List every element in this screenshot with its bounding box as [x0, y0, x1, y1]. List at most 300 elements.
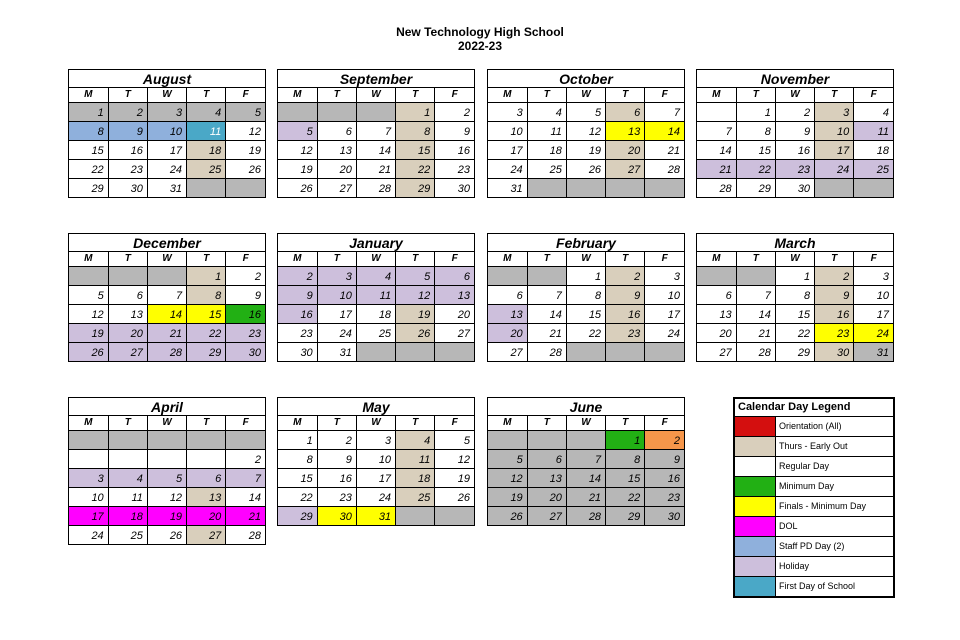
day-cell: 16 [645, 468, 684, 487]
month-october [487, 69, 685, 198]
month-title: August [69, 70, 265, 88]
day-cell: 2 [606, 266, 645, 285]
day-cell: 22 [69, 159, 108, 178]
day-cell: 27 [606, 159, 645, 178]
calendar-legend [733, 397, 895, 598]
weekday-header: W [566, 416, 605, 430]
day-cell: 1 [187, 266, 226, 285]
day-cell: 16 [606, 304, 645, 323]
day-cell: 18 [854, 140, 893, 159]
day-cell: 26 [226, 159, 265, 178]
day-cell: 23 [278, 323, 317, 342]
day-cell: 1 [566, 266, 605, 285]
day-cell: 28 [356, 178, 395, 197]
day-cell: 18 [187, 140, 226, 159]
day-cell [356, 342, 395, 361]
weekday-header: W [356, 88, 395, 102]
weekday-header: W [775, 252, 814, 266]
month-february [487, 233, 685, 362]
day-cell: 12 [278, 140, 317, 159]
day-cell: 30 [435, 178, 474, 197]
weekday-header: T [396, 88, 435, 102]
legend-swatch [735, 437, 776, 456]
weekday-header: W [147, 416, 186, 430]
day-cell: 29 [775, 342, 814, 361]
day-cell: 19 [147, 506, 186, 525]
day-cell: 28 [697, 178, 736, 197]
weekday-header: T [606, 252, 645, 266]
legend-item [735, 437, 893, 457]
day-cell: 20 [697, 323, 736, 342]
month-title: December [69, 234, 265, 252]
day-cell: 10 [317, 285, 356, 304]
weekday-header: W [356, 252, 395, 266]
weekday-header: F [435, 252, 474, 266]
weekday-header: M [278, 416, 317, 430]
day-cell: 28 [645, 159, 684, 178]
legend-swatch [735, 537, 776, 556]
day-cell: 13 [435, 285, 474, 304]
day-cell: 13 [606, 121, 645, 140]
day-cell: 14 [356, 140, 395, 159]
day-cell: 12 [488, 468, 527, 487]
day-cell: 13 [488, 304, 527, 323]
day-cell: 31 [147, 178, 186, 197]
day-cell: 19 [278, 159, 317, 178]
day-cell: 17 [147, 140, 186, 159]
day-cell: 26 [435, 487, 474, 506]
weekday-header: T [108, 416, 147, 430]
day-cell: 3 [317, 266, 356, 285]
weekday-header: T [396, 252, 435, 266]
day-cell: 12 [566, 121, 605, 140]
day-cell: 17 [356, 468, 395, 487]
day-cell: 20 [317, 159, 356, 178]
day-cell: 14 [736, 304, 775, 323]
day-cell: 26 [566, 159, 605, 178]
weekday-header: T [187, 88, 226, 102]
legend-title: Calendar Day Legend [735, 399, 893, 417]
day-cell: 24 [854, 323, 893, 342]
day-cell: 18 [527, 140, 566, 159]
legend-item [735, 517, 893, 537]
weekday-header: F [226, 416, 265, 430]
day-cell: 6 [108, 285, 147, 304]
day-cell: 11 [854, 121, 893, 140]
day-cell: 22 [566, 323, 605, 342]
day-cell: 25 [527, 159, 566, 178]
legend-label: Staff PD Day (2) [779, 541, 845, 551]
month-march [696, 233, 894, 362]
weekday-header: W [775, 88, 814, 102]
legend-item [735, 497, 893, 517]
day-cell: 14 [645, 121, 684, 140]
day-cell: 29 [69, 178, 108, 197]
weekday-header: T [396, 416, 435, 430]
day-cell: 20 [606, 140, 645, 159]
legend-item [735, 577, 893, 596]
day-cell [147, 266, 186, 285]
day-cell: 10 [356, 449, 395, 468]
weekday-header: M [488, 416, 527, 430]
day-cell: 10 [69, 487, 108, 506]
day-cell: 2 [317, 430, 356, 449]
school-year: 2022-23 [457, 39, 503, 53]
day-cell: 14 [697, 140, 736, 159]
day-cell: 16 [435, 140, 474, 159]
day-cell: 3 [69, 468, 108, 487]
day-cell: 30 [775, 178, 814, 197]
weekday-header: F [435, 416, 474, 430]
day-cell: 17 [854, 304, 893, 323]
day-cell: 8 [69, 121, 108, 140]
day-cell: 12 [226, 121, 265, 140]
month-title: January [278, 234, 474, 252]
day-cell: 23 [226, 323, 265, 342]
day-cell [69, 266, 108, 285]
weekday-header: T [187, 416, 226, 430]
day-cell: 21 [736, 323, 775, 342]
day-cell: 8 [566, 285, 605, 304]
day-cell [69, 449, 108, 468]
day-cell: 5 [396, 266, 435, 285]
weekday-header: T [317, 88, 356, 102]
weekday-header: M [278, 252, 317, 266]
day-cell: 7 [147, 285, 186, 304]
legend-label: First Day of School [779, 581, 856, 591]
day-cell: 4 [108, 468, 147, 487]
weekday-header: T [108, 88, 147, 102]
day-cell: 16 [815, 304, 854, 323]
day-cell: 29 [278, 506, 317, 525]
day-cell: 29 [396, 178, 435, 197]
month-september [277, 69, 475, 198]
day-cell: 22 [775, 323, 814, 342]
day-cell: 30 [108, 178, 147, 197]
day-cell: 6 [187, 468, 226, 487]
day-cell: 19 [435, 468, 474, 487]
day-cell: 13 [697, 304, 736, 323]
day-cell: 9 [815, 285, 854, 304]
day-cell: 28 [147, 342, 186, 361]
weekday-header: M [488, 252, 527, 266]
day-cell: 17 [815, 140, 854, 159]
day-cell: 25 [854, 159, 893, 178]
day-cell: 10 [854, 285, 893, 304]
day-cell [187, 178, 226, 197]
day-cell: 26 [69, 342, 108, 361]
legend-swatch [735, 417, 776, 436]
day-cell: 10 [488, 121, 527, 140]
day-cell: 16 [317, 468, 356, 487]
day-cell: 1 [69, 102, 108, 121]
day-cell: 30 [317, 506, 356, 525]
day-cell: 24 [147, 159, 186, 178]
weekday-header: T [108, 252, 147, 266]
day-cell: 8 [187, 285, 226, 304]
day-cell [226, 178, 265, 197]
legend-label: Finals - Minimum Day [779, 501, 867, 511]
legend-swatch [735, 557, 776, 576]
day-cell: 21 [356, 159, 395, 178]
day-cell [566, 430, 605, 449]
weekday-header: F [854, 88, 893, 102]
day-cell [69, 430, 108, 449]
day-cell: 16 [278, 304, 317, 323]
weekday-header: T [606, 88, 645, 102]
day-cell [108, 430, 147, 449]
day-cell: 17 [317, 304, 356, 323]
legend-item [735, 477, 893, 497]
day-cell: 1 [736, 102, 775, 121]
day-cell: 12 [69, 304, 108, 323]
day-cell: 20 [108, 323, 147, 342]
day-cell: 6 [527, 449, 566, 468]
day-cell [356, 102, 395, 121]
day-cell: 17 [488, 140, 527, 159]
day-cell: 13 [108, 304, 147, 323]
weekday-header: T [317, 252, 356, 266]
month-november [696, 69, 894, 198]
weekday-header: M [697, 252, 736, 266]
day-cell: 3 [815, 102, 854, 121]
month-december [68, 233, 266, 362]
day-cell: 2 [108, 102, 147, 121]
day-cell [606, 342, 645, 361]
day-cell: 21 [697, 159, 736, 178]
day-cell: 9 [435, 121, 474, 140]
day-cell: 11 [396, 449, 435, 468]
day-cell: 19 [488, 487, 527, 506]
weekday-header: M [69, 416, 108, 430]
day-cell: 13 [527, 468, 566, 487]
day-cell: 19 [69, 323, 108, 342]
weekday-header: M [697, 88, 736, 102]
day-cell: 10 [815, 121, 854, 140]
day-cell: 5 [147, 468, 186, 487]
weekday-header: W [566, 88, 605, 102]
day-cell: 8 [606, 449, 645, 468]
day-cell [147, 449, 186, 468]
day-cell: 7 [356, 121, 395, 140]
weekday-header: F [854, 252, 893, 266]
legend-label: DOL [779, 521, 798, 531]
month-may [277, 397, 475, 526]
day-cell: 9 [278, 285, 317, 304]
day-cell: 14 [147, 304, 186, 323]
day-cell [187, 430, 226, 449]
day-cell: 27 [317, 178, 356, 197]
day-cell [645, 342, 684, 361]
day-cell: 24 [356, 487, 395, 506]
day-cell: 9 [645, 449, 684, 468]
day-cell: 8 [736, 121, 775, 140]
day-cell [488, 266, 527, 285]
day-cell: 5 [488, 449, 527, 468]
day-cell: 3 [147, 102, 186, 121]
day-cell: 15 [396, 140, 435, 159]
day-cell: 28 [527, 342, 566, 361]
day-cell: 7 [736, 285, 775, 304]
day-cell: 12 [396, 285, 435, 304]
day-cell: 3 [854, 266, 893, 285]
weekday-header: T [606, 416, 645, 430]
day-cell: 13 [317, 140, 356, 159]
weekday-header: F [645, 416, 684, 430]
day-cell: 4 [356, 266, 395, 285]
day-cell: 6 [606, 102, 645, 121]
day-cell: 14 [566, 468, 605, 487]
day-cell: 3 [356, 430, 395, 449]
day-cell: 16 [226, 304, 265, 323]
day-cell: 1 [606, 430, 645, 449]
day-cell [226, 430, 265, 449]
month-june [487, 397, 685, 526]
month-april [68, 397, 266, 545]
day-cell [527, 266, 566, 285]
weekday-header: W [356, 416, 395, 430]
day-cell [815, 178, 854, 197]
day-cell: 9 [775, 121, 814, 140]
day-cell: 8 [278, 449, 317, 468]
day-cell: 7 [645, 102, 684, 121]
day-cell [317, 102, 356, 121]
weekday-header: T [317, 416, 356, 430]
legend-item [735, 537, 893, 557]
day-cell: 6 [435, 266, 474, 285]
school-name: New Technology High School [396, 25, 564, 39]
legend-swatch [735, 577, 776, 596]
legend-item [735, 417, 893, 437]
day-cell: 1 [278, 430, 317, 449]
day-cell: 25 [356, 323, 395, 342]
day-cell: 8 [775, 285, 814, 304]
day-cell: 2 [226, 266, 265, 285]
month-august [68, 69, 266, 198]
day-cell: 9 [226, 285, 265, 304]
weekday-header: M [278, 88, 317, 102]
weekday-header: T [527, 252, 566, 266]
day-cell: 29 [187, 342, 226, 361]
day-cell: 15 [69, 140, 108, 159]
day-cell: 7 [527, 285, 566, 304]
day-cell: 28 [566, 506, 605, 525]
day-cell: 30 [226, 342, 265, 361]
day-cell: 26 [147, 525, 186, 544]
day-cell: 1 [396, 102, 435, 121]
day-cell: 26 [278, 178, 317, 197]
day-cell [645, 178, 684, 197]
day-cell: 27 [697, 342, 736, 361]
day-cell: 4 [854, 102, 893, 121]
weekday-header: M [69, 252, 108, 266]
day-cell: 4 [187, 102, 226, 121]
day-cell: 23 [435, 159, 474, 178]
weekday-header: T [815, 252, 854, 266]
day-cell [697, 266, 736, 285]
day-cell: 26 [396, 323, 435, 342]
day-cell: 23 [606, 323, 645, 342]
month-title: June [488, 398, 684, 416]
day-cell: 9 [108, 121, 147, 140]
day-cell: 7 [226, 468, 265, 487]
day-cell: 30 [278, 342, 317, 361]
day-cell: 24 [488, 159, 527, 178]
month-title: April [69, 398, 265, 416]
month-title: May [278, 398, 474, 416]
day-cell [566, 342, 605, 361]
day-cell: 16 [775, 140, 814, 159]
day-cell: 19 [396, 304, 435, 323]
day-cell: 4 [396, 430, 435, 449]
day-cell: 19 [226, 140, 265, 159]
weekday-header: W [147, 252, 186, 266]
day-cell: 5 [435, 430, 474, 449]
weekday-header: M [69, 88, 108, 102]
weekday-header: T [736, 252, 775, 266]
day-cell: 24 [69, 525, 108, 544]
day-cell: 21 [527, 323, 566, 342]
weekday-header: T [527, 416, 566, 430]
day-cell: 13 [187, 487, 226, 506]
day-cell [606, 178, 645, 197]
month-title: November [697, 70, 893, 88]
day-cell: 27 [527, 506, 566, 525]
day-cell: 15 [736, 140, 775, 159]
day-cell: 6 [317, 121, 356, 140]
day-cell: 4 [527, 102, 566, 121]
day-cell: 23 [815, 323, 854, 342]
legend-swatch [735, 477, 776, 496]
day-cell: 2 [278, 266, 317, 285]
day-cell: 31 [854, 342, 893, 361]
day-cell: 19 [566, 140, 605, 159]
day-cell [488, 430, 527, 449]
legend-label: Thurs - Early Out [779, 441, 848, 451]
day-cell [566, 178, 605, 197]
day-cell: 24 [317, 323, 356, 342]
day-cell: 31 [317, 342, 356, 361]
day-cell: 10 [645, 285, 684, 304]
day-cell: 6 [488, 285, 527, 304]
legend-swatch [735, 517, 776, 536]
weekday-header: T [736, 88, 775, 102]
day-cell [435, 342, 474, 361]
day-cell [697, 102, 736, 121]
weekday-header: T [187, 252, 226, 266]
legend-label: Minimum Day [779, 481, 835, 491]
day-cell [854, 178, 893, 197]
day-cell [527, 178, 566, 197]
day-cell: 21 [147, 323, 186, 342]
day-cell: 21 [645, 140, 684, 159]
weekday-header: F [226, 252, 265, 266]
day-cell: 22 [606, 487, 645, 506]
day-cell: 1 [775, 266, 814, 285]
day-cell: 12 [147, 487, 186, 506]
day-cell: 22 [736, 159, 775, 178]
day-cell: 11 [527, 121, 566, 140]
weekday-header: F [645, 88, 684, 102]
month-title: October [488, 70, 684, 88]
day-cell: 31 [356, 506, 395, 525]
day-cell: 6 [697, 285, 736, 304]
day-cell: 26 [488, 506, 527, 525]
weekday-header: F [226, 88, 265, 102]
day-cell: 21 [566, 487, 605, 506]
day-cell: 27 [108, 342, 147, 361]
day-cell: 18 [108, 506, 147, 525]
